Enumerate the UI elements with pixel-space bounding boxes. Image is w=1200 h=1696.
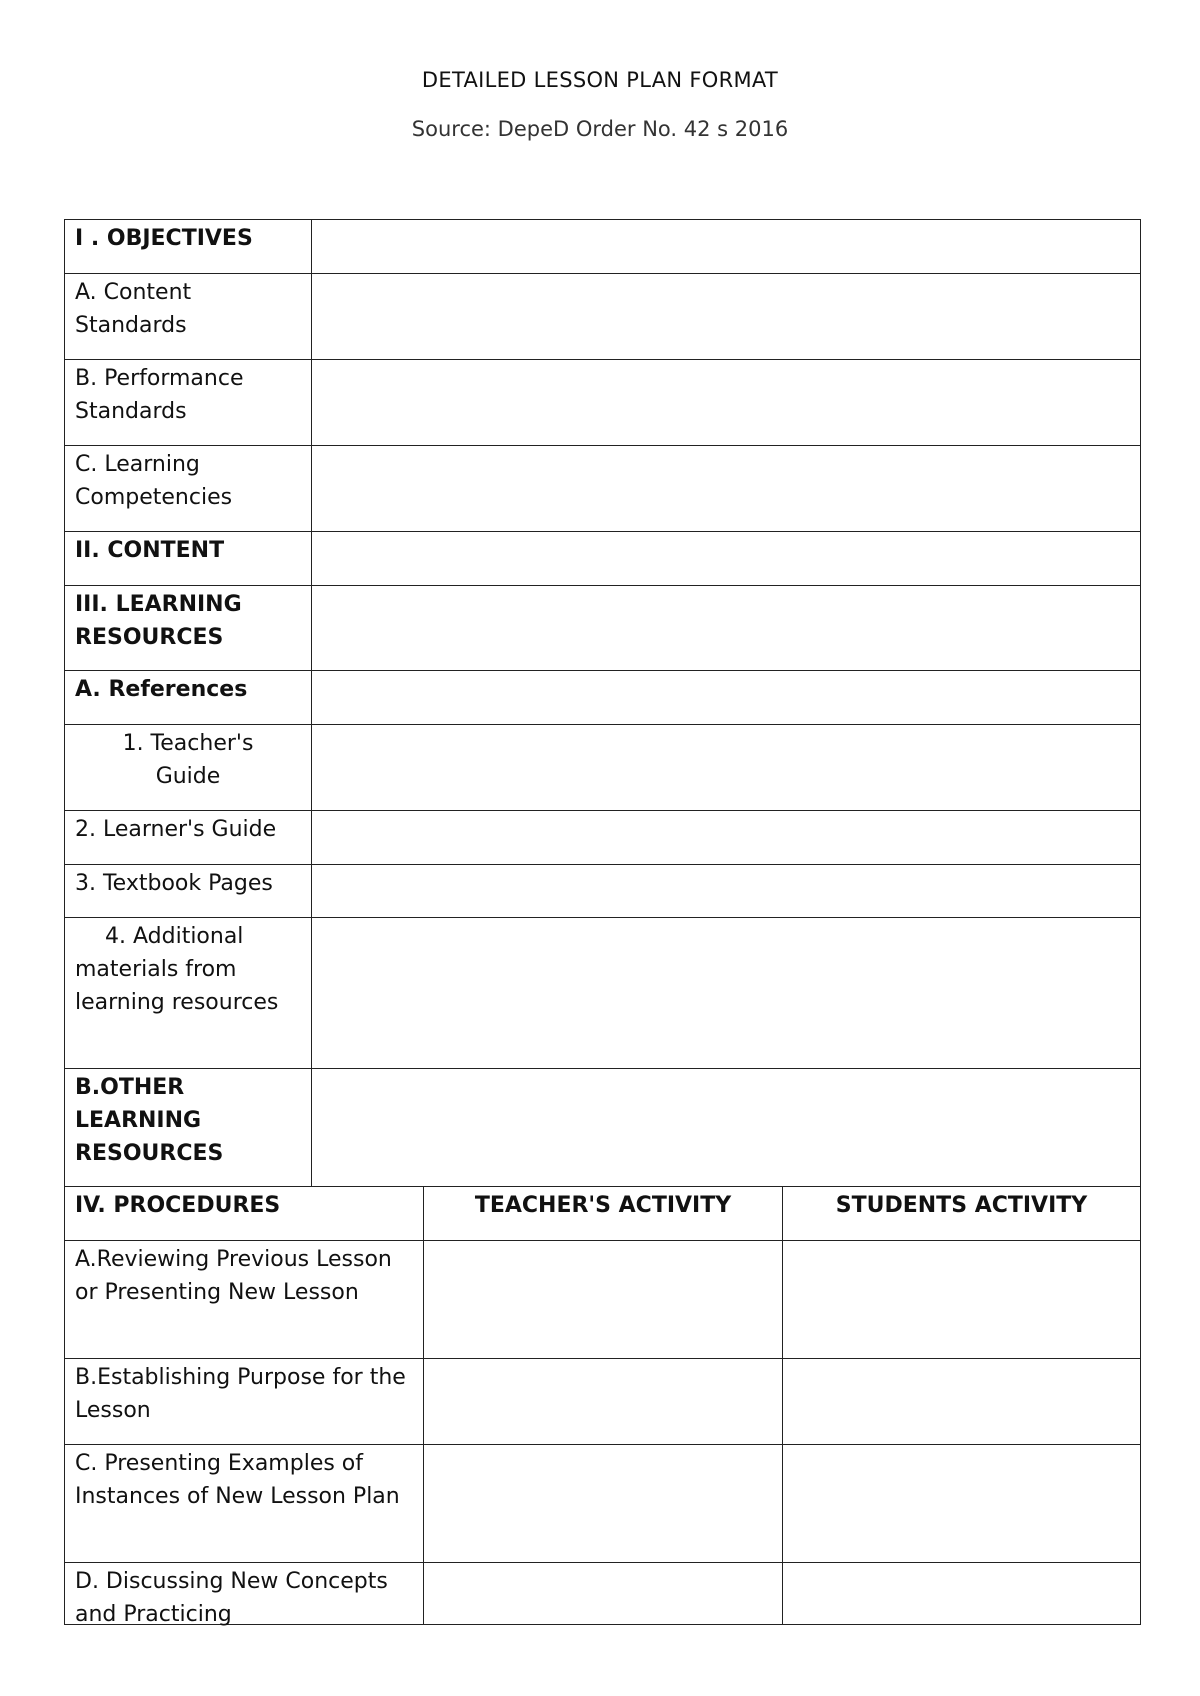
- teacher-activity-cell[interactable]: [424, 1563, 783, 1624]
- row-entry-cell[interactable]: [312, 446, 1140, 531]
- students-activity-header: STUDENTS ACTIVITY: [835, 1193, 1088, 1218]
- row-entry-cell[interactable]: [312, 865, 1140, 917]
- row-label: 4. Additional materials from learning resources: [65, 918, 312, 1068]
- procedure-label: D. Discussing New Concepts and Practicing: [65, 1563, 424, 1624]
- row-entry-cell[interactable]: [312, 671, 1140, 724]
- teacher-activity-cell[interactable]: [424, 1241, 783, 1358]
- row-entry-cell[interactable]: [312, 918, 1140, 1068]
- row-label: C. Learning Competencies: [65, 446, 312, 531]
- row-entry-cell[interactable]: [312, 360, 1140, 445]
- procedure-row-reviewing: [64, 1240, 1141, 1358]
- procedure-label: B.Establishing Purpose for the Lesson: [65, 1359, 424, 1444]
- row-label: A. References: [65, 671, 312, 724]
- row-entry-cell[interactable]: [312, 811, 1140, 864]
- table-row-content-standards: [64, 273, 1141, 359]
- row-label: II. CONTENT: [65, 532, 312, 585]
- table-row-references: [64, 670, 1141, 724]
- row-label: 2. Learner's Guide: [65, 811, 312, 864]
- procedure-label: C. Presenting Examples of Instances of New Lesson Plan: [65, 1445, 424, 1562]
- row-entry-cell[interactable]: [312, 725, 1140, 810]
- row-label: I . OBJECTIVES: [65, 220, 312, 273]
- table-row-objectives: [64, 219, 1141, 273]
- table-row-additional-materials: [64, 917, 1141, 1068]
- table-row-performance-standards: [64, 359, 1141, 445]
- document-source: Source: DepeD Order No. 42 s 2016: [411, 117, 789, 141]
- row-entry-cell[interactable]: [312, 274, 1140, 359]
- student-activity-cell[interactable]: [783, 1563, 1140, 1624]
- row-label: B. Performance Standards: [65, 360, 312, 445]
- row-entry-cell[interactable]: [312, 1069, 1140, 1186]
- teacher-activity-cell[interactable]: [424, 1445, 783, 1562]
- row-label: B.OTHER LEARNING RESOURCES: [65, 1069, 312, 1186]
- table-row-textbook-pages: [64, 864, 1141, 917]
- student-activity-cell[interactable]: [783, 1241, 1140, 1358]
- procedure-row-establishing-purpose: [64, 1358, 1141, 1444]
- procedure-row-discussing: [64, 1562, 1141, 1625]
- row-label: 1. Teacher's Guide: [65, 725, 312, 810]
- row-label: III. LEARNING RESOURCES: [65, 586, 312, 670]
- table-row-learning-resources: [64, 585, 1141, 670]
- procedures-header-row: [64, 1186, 1141, 1240]
- procedures-header: IV. PROCEDURES: [65, 1187, 424, 1240]
- document-title: DETAILED LESSON PLAN FORMAT: [421, 68, 779, 92]
- table-row-learning-competencies: [64, 445, 1141, 531]
- lesson-plan-table: [64, 219, 1141, 1625]
- teacher-activity-cell[interactable]: [424, 1359, 783, 1444]
- row-entry-cell[interactable]: [312, 220, 1140, 273]
- teachers-activity-header: TEACHER'S ACTIVITY: [424, 1187, 783, 1240]
- row-entry-cell[interactable]: [312, 532, 1140, 585]
- procedure-row-presenting-examples: [64, 1444, 1141, 1562]
- procedure-label: A.Reviewing Previous Lesson or Presenting New Lesson: [65, 1241, 424, 1358]
- table-row-teachers-guide: [64, 724, 1141, 810]
- student-activity-cell[interactable]: [783, 1359, 1140, 1444]
- row-entry-cell[interactable]: [312, 586, 1140, 670]
- table-row-content: [64, 531, 1141, 585]
- table-row-other-learning-resources: [64, 1068, 1141, 1186]
- row-label: 3. Textbook Pages: [65, 865, 312, 917]
- table-row-learners-guide: [64, 810, 1141, 864]
- student-activity-cell[interactable]: [783, 1445, 1140, 1562]
- row-label: A. Content Standards: [65, 274, 312, 359]
